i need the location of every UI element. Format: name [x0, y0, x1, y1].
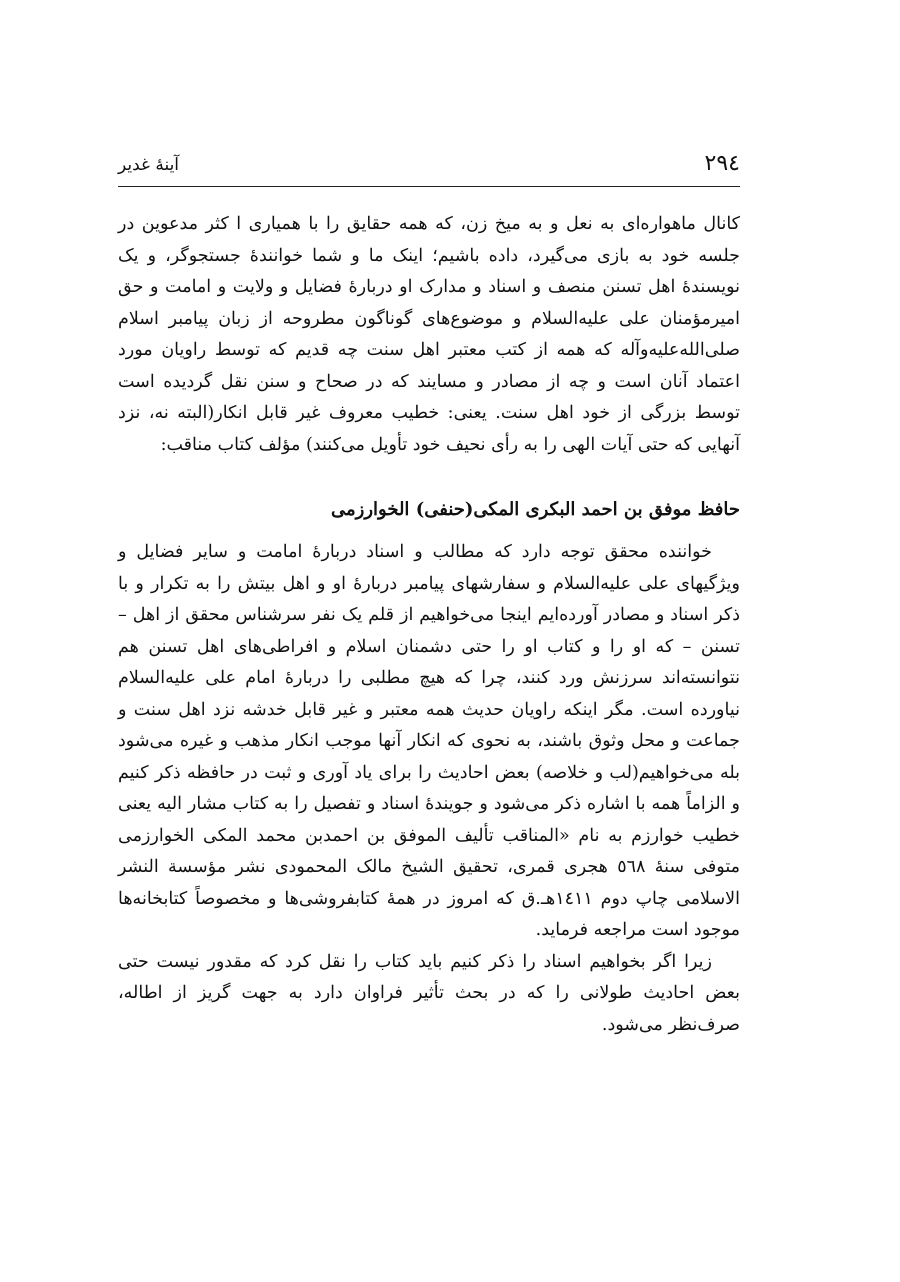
section-heading: حافظ موفق بن احمد البکری المکی(حنفی) الخوارزمی [331, 499, 740, 520]
header-rule [118, 186, 740, 187]
paragraph-intro: کانال ماهواره‌ای به نعل و به میخ زن، که همه حقایق را با همیاری ا کثر مدعوین در جلسه خود به بازی می‌گیرد، داده باشیم؛ اینک ما و شما خوانندهٔ جستجوگر، و یک نویسندهٔ اهل تسنن منصف و اسناد و مدارک او دربارهٔ فضایل و ولایت و امامت و حق امیرمؤمنان علی علیه‌السلام و موضوع‌های گوناگون مطروحه از زبان پیامبر اسلام صلی‌الله‌علیه‌وآله که همه از کتب معتبر اهل سنت چه قدیم که توسط راویان مورد اعتماد آنان است و چه از مصادر و مسایند که در صحاح و سنن نقل گردیده است توسط بزرگی از خود اهل سنت. یعنی: خطیب معروف غیر قابل انکار(البته نه، نزد آنهایی که حتی آیات الهی را به رأی نحیف خود تأویل می‌کنند) مؤلف کتاب مناقب: [118, 214, 740, 455]
paragraph-closing: زیرا اگر بخواهیم اسناد را ذکر کنیم باید کتاب را نقل کرد که مقدور نیست حتی بعض احادیث طولانی را که در بحث تأثیر فراوان دارد به جهت گریز از اطاله، صرف‌نظر می‌شود. [118, 951, 740, 1035]
page-header [118, 150, 740, 180]
page-body [118, 209, 740, 1041]
paragraph-main: خواننده محقق توجه دارد که مطالب و اسناد دربارهٔ امامت و سایر فضایل و ویژگیهای علی علیه‌السلام و سفارشهای پیامبر دربارهٔ او و اهل بیتش را به تکرار و با ذکر اسناد و مصادر آورده‌ایم اینجا می‌خواهیم از قلم یک نفر سرشناس محقق از اهل – تسنن – که او را و کتاب او را حتی دشمنان اسلام و افراطی‌های اهل تسنن هم نتوانسته‌اند سرزنش ورد کنند، چرا که هیچ مطلبی را دربارهٔ امام علی علیه‌السلام نیاورده است. مگر اینکه راویان حدیث همه معتبر و غیر قابل خدشه نزد اهل سنت و جماعت و محل وثوق باشند، به نحوی که انکار آنها موجب انکار مذهب و غیره می‌شود بله می‌خواهیم(لب و خلاصه) بعض احادیث را برای یاد آوری و ثبت در حافظه ذکر کنیم و الزاماً همه با اشاره ذکر می‌شود و جویندهٔ اسناد و تفصیل را به کتاب مشار الیه یعنی خطیب خوارزم به نام «المناقب تألیف الموفق بن احمدبن محمد المکی الخوارزمی متوفی سنهٔ ٥٦٨ هجری قمری، تحقیق الشیخ مالک المحمودی نشر مؤسسة النشر الاسلامی چاپ دوم ١٤١١هـ.ق که امروز در همهٔ کتابفروشی‌ها و مخصوصاً کتابخانه‌ها موجود است مراجعه فرماید. [118, 542, 740, 940]
page-number: ۲۹٤ [704, 151, 740, 176]
running-title: آینهٔ غدیر [118, 155, 180, 175]
